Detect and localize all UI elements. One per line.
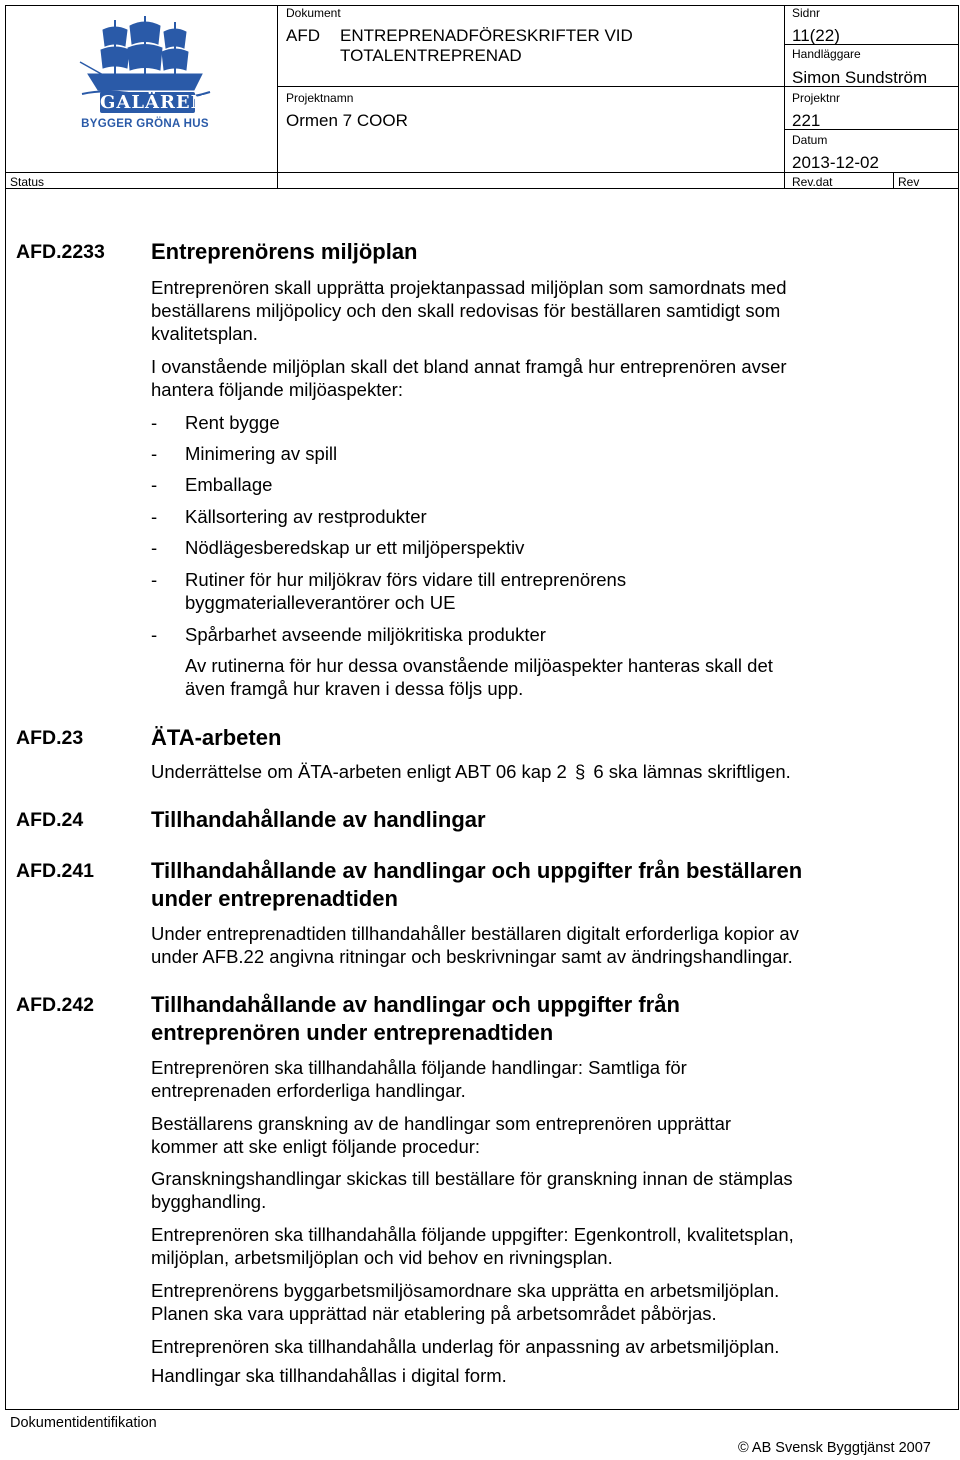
- document-title-line1: ENTREPRENADFÖRESKRIFTER VID: [340, 26, 633, 45]
- section-title-line2: entreprenören under entreprenadtiden: [151, 1020, 554, 1045]
- revision-date-label: Rev.dat: [792, 175, 833, 189]
- list-bullet: -: [151, 412, 158, 433]
- project-name: Ormen 7 COOR: [286, 111, 408, 130]
- section-title-line1: Tillhandahållande av handlingar och uppgifter från beställaren: [151, 858, 803, 883]
- paragraph-line: entreprenaden erforderliga handlingar.: [151, 1080, 466, 1101]
- page-number: 11(22): [792, 26, 840, 45]
- list-bullet: -: [151, 537, 158, 558]
- list-item: Emballage: [185, 474, 273, 495]
- page-number-label: Sidnr: [792, 6, 821, 20]
- paragraph-line: även framgå hur kraven i dessa följs upp.: [185, 678, 524, 699]
- date-value: 2013-12-02: [792, 153, 879, 172]
- document-label: Dokument: [286, 6, 341, 20]
- date-label: Datum: [792, 133, 828, 147]
- paragraph-line: Entreprenören ska tillhandahålla underlag för anpassning av arbetsmiljöplan.: [151, 1336, 780, 1357]
- section-title-line1: Tillhandahållande av handlingar och uppgifter från: [151, 992, 680, 1017]
- section-title-line2: under entreprenadtiden: [151, 886, 398, 911]
- list-bullet: -: [151, 624, 158, 645]
- paragraph-line: Under entreprenadtiden tillhandahåller beställaren digitalt erforderliga kopior av: [151, 923, 799, 944]
- project-number-label: Projektnr: [792, 91, 841, 105]
- copyright: © AB Svensk Byggtjänst 2007: [738, 1440, 931, 1456]
- list-bullet: -: [151, 506, 158, 527]
- list-item: Minimering av spill: [185, 443, 338, 464]
- list-item: Rent bygge: [185, 412, 280, 433]
- paragraph-line: hantera följande miljöaspekter:: [151, 379, 403, 400]
- paragraph-line: Entreprenören skall upprätta projektanpassad miljöplan som samordnats med: [151, 277, 787, 298]
- logo-name: GALÄREN: [100, 92, 209, 113]
- project-name-label: Projektnamn: [286, 91, 354, 105]
- paragraph-line: Granskningshandlingar skickas till beställare för granskning innan de stämplas: [151, 1168, 793, 1189]
- paragraph-text-a: Underrättelse om ÄTA-arbeten enligt ABT 06 kap 2: [151, 761, 567, 782]
- paragraph-line: under AFB.22 angivna ritningar och beskrivningar samt av ändringshandlingar.: [151, 946, 793, 967]
- document-id-label: Dokumentidentifikation: [10, 1415, 157, 1431]
- list-item: Nödlägesberedskap ur ett miljöperspektiv: [185, 537, 525, 558]
- list-bullet: -: [151, 569, 158, 590]
- ship-icon: [70, 12, 220, 102]
- list-item: Källsortering av restprodukter: [185, 506, 427, 527]
- section-number: AFD.2233: [16, 241, 105, 263]
- section-number: AFD.23: [16, 727, 84, 749]
- section-title: Tillhandahållande av handlingar: [151, 807, 486, 832]
- section-title: ÄTA-arbeten: [151, 725, 282, 750]
- list-item: Rutiner för hur miljökrav förs vidare till entreprenörens: [185, 569, 627, 590]
- section-number: AFD.241: [16, 860, 95, 882]
- paragraph-line: Entreprenören ska tillhandahålla följande handlingar: Samtliga för: [151, 1057, 687, 1078]
- document-code: AFD: [286, 26, 320, 45]
- paragraph-line: beställarens miljöpolicy och den skall redovisas för beställaren samtidigt som: [151, 300, 781, 321]
- paragraph-line: kvalitetsplan.: [151, 323, 258, 344]
- paragraph-line: Entreprenören ska tillhandahålla följande uppgifter: Egenkontroll, kvalitetsplan,: [151, 1224, 794, 1245]
- section-number: AFD.242: [16, 994, 95, 1016]
- status-label: Status: [10, 175, 45, 189]
- paragraph-line: Handlingar ska tillhandahållas i digital form.: [151, 1365, 507, 1386]
- paragraph-line: Beställarens granskning av de handlingar som entreprenören upprättar: [151, 1113, 732, 1134]
- handler-name: Simon Sundström: [792, 68, 928, 87]
- company-logo: [70, 12, 220, 137]
- paragraph-line: miljöplan, arbetsmiljöplan och vid behov en rivningsplan.: [151, 1247, 613, 1268]
- list-item: Spårbarhet avseende miljökritiska produkter: [185, 624, 546, 645]
- document-title-line2: TOTALENTREPRENAD: [340, 46, 522, 65]
- list-bullet: -: [151, 443, 158, 464]
- paragraph-line: Entreprenörens byggarbetsmiljösamordnare ska upprätta en arbetsmiljöplan.: [151, 1280, 780, 1301]
- section-number: AFD.24: [16, 809, 84, 831]
- section-title: Entreprenörens miljöplan: [151, 239, 418, 264]
- paragraph-line: Av rutinerna för hur dessa ovanstående miljöaspekter hanteras skall det: [185, 655, 773, 676]
- list-item-continued: byggmaterialleverantörer och UE: [185, 592, 456, 613]
- logo-tagline: BYGGER GRÖNA HUS: [81, 118, 209, 130]
- paragraph-sign: §: [574, 761, 586, 782]
- paragraph-line: bygghandling.: [151, 1191, 267, 1212]
- paragraph-text-b: 6 ska lämnas skriftligen.: [593, 761, 791, 782]
- revision-label: Rev: [898, 175, 920, 189]
- paragraph-line: I ovanstående miljöplan skall det bland annat framgå hur entreprenören avser: [151, 356, 787, 377]
- paragraph-line: kommer att ske enligt följande procedur:: [151, 1136, 481, 1157]
- paragraph-line: Planen ska vara upprättad när etablering på arbetsområdet påbörjas.: [151, 1303, 717, 1324]
- handler-label: Handläggare: [792, 47, 861, 61]
- project-number: 221: [792, 111, 821, 130]
- paragraph-line: [151, 760, 791, 783]
- list-bullet: -: [151, 474, 158, 495]
